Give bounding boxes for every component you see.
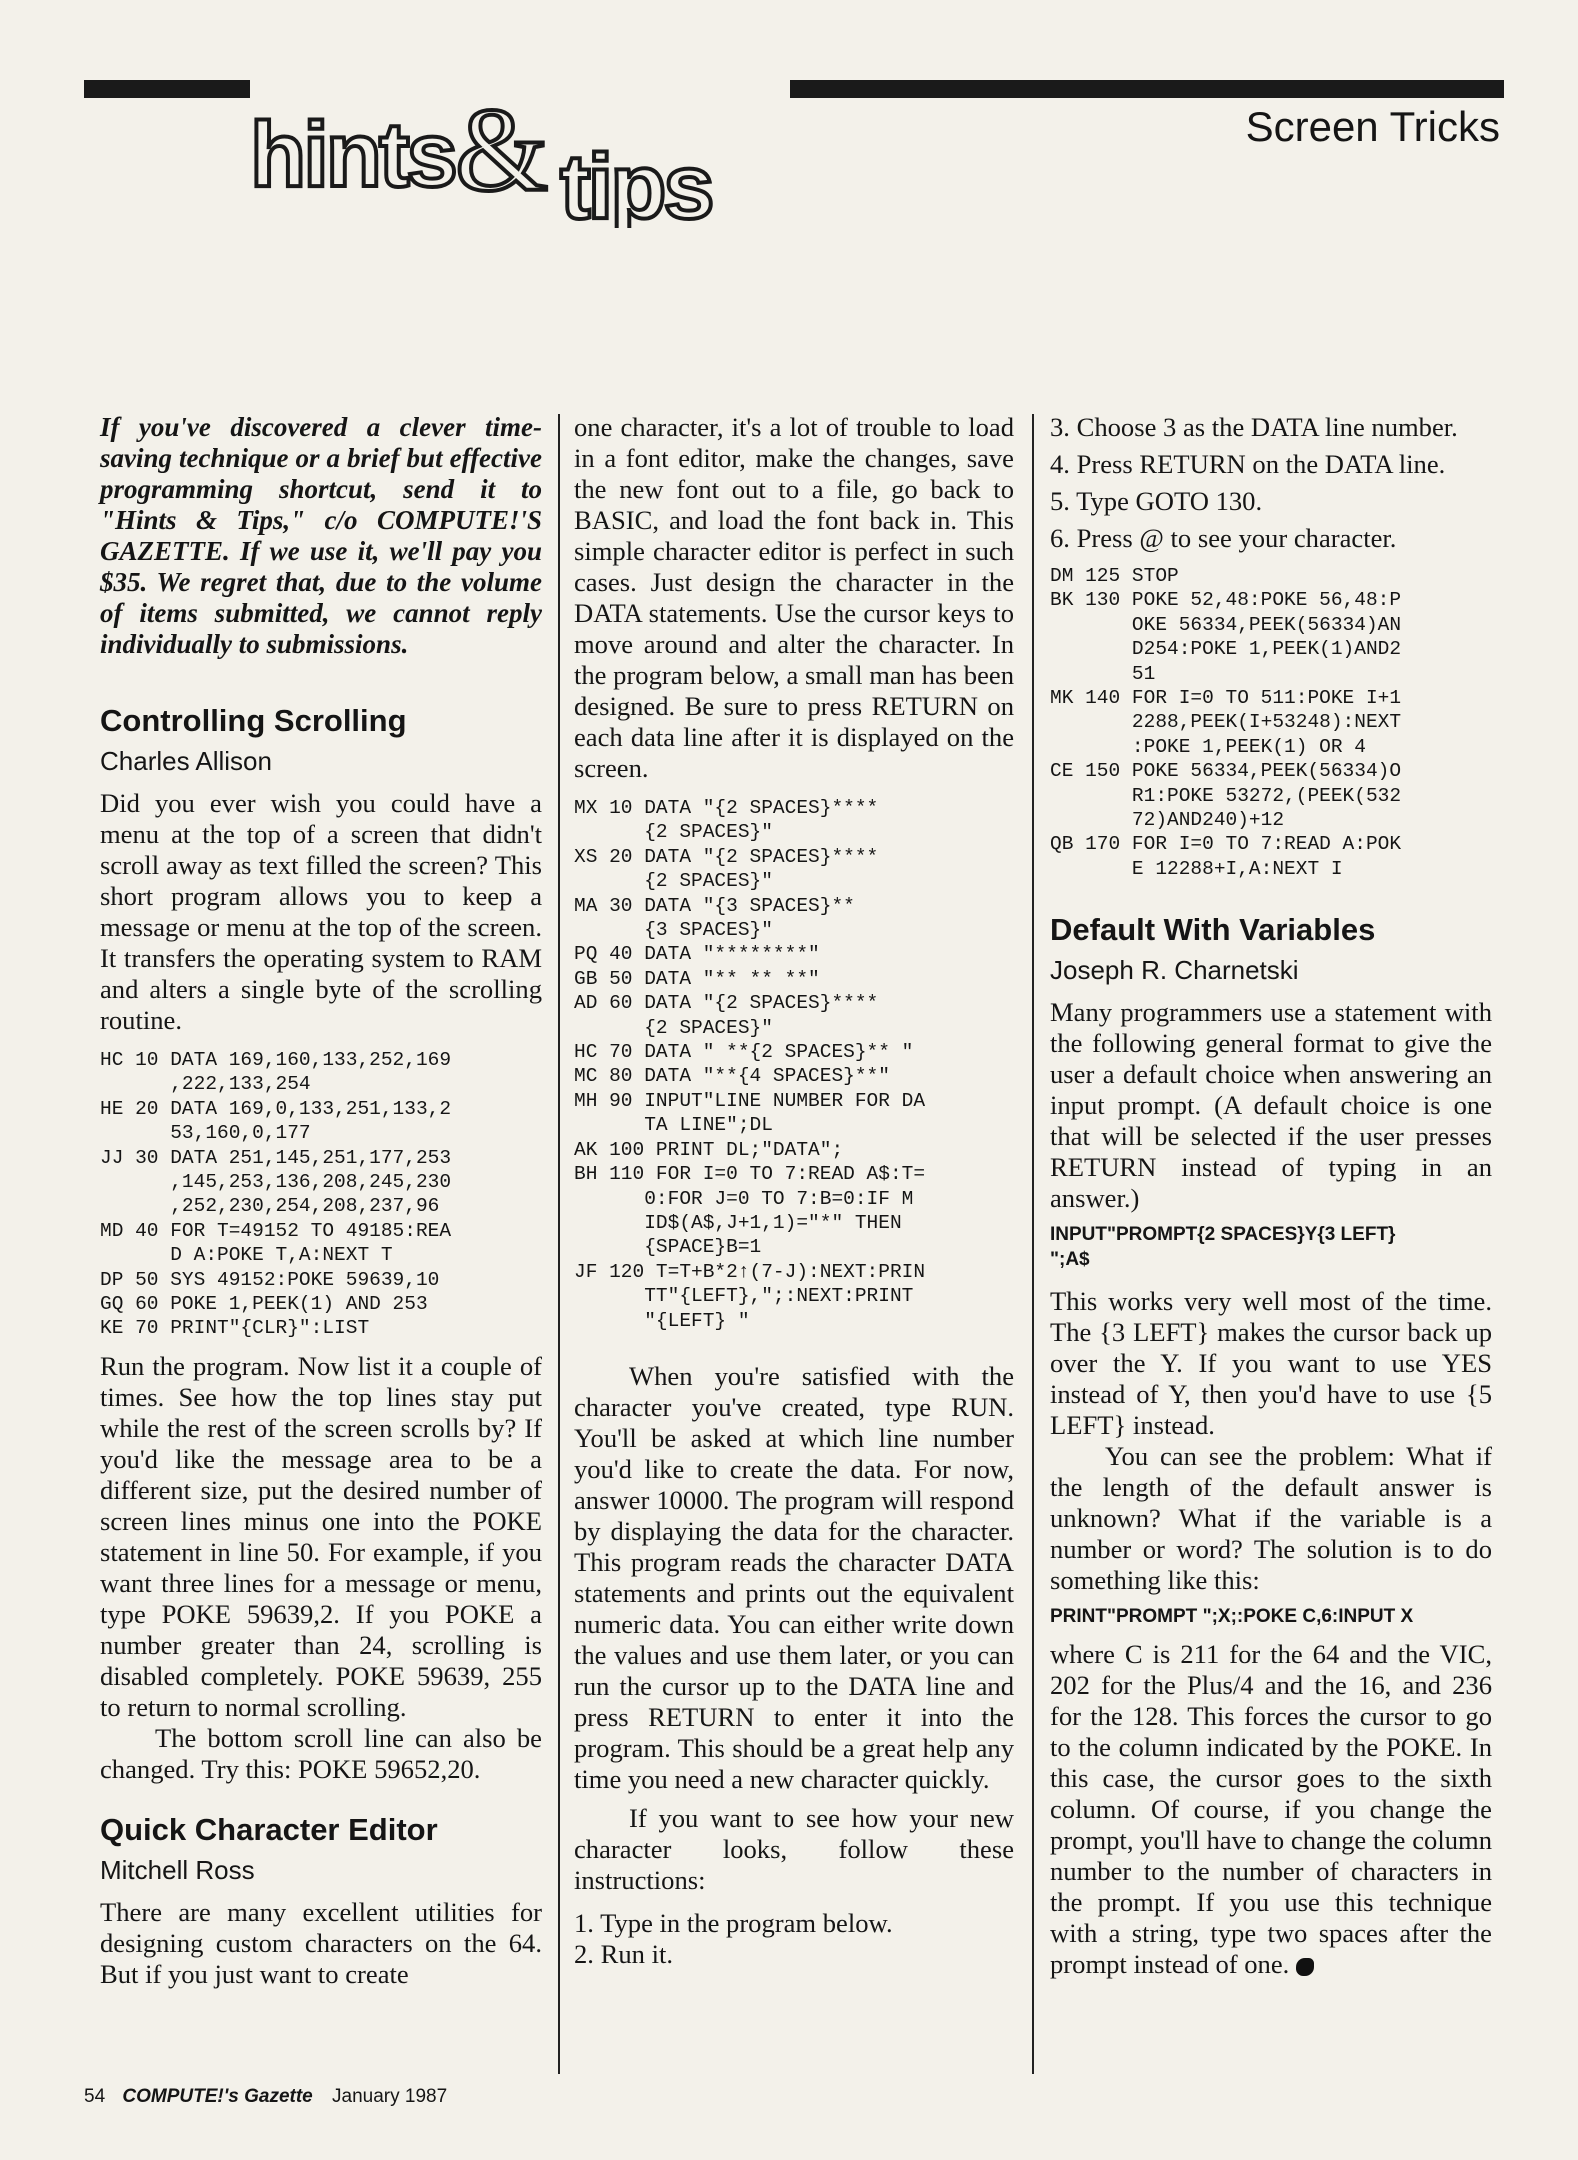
column-1 (100, 412, 542, 1990)
column-2 (574, 412, 1014, 1970)
article-paragraph: You can see the problem: What if the length of the default answer is unknown? What if the variable is a number or word? The solution is to do something like this: (1050, 1441, 1492, 1596)
column-rule (1032, 414, 1034, 2074)
hints-and-tips-logo (250, 78, 790, 228)
list-item: 1. Type in the program below. (574, 1907, 893, 1938)
article-paragraph: When you're satisfied with the character you've created, type RUN. You'll be asked at which line number you'd like to create the data. For now, answer 10000. The program will respond by displaying the data for the character. This program reads the character DATA statements and prints out the equivalent numeric data. You can either write down the values and use them later, or you can run the cursor up to the DATA line and press RETURN to enter it into the program. This should be a great help any time you need a new character quickly. (574, 1360, 1014, 1794)
program-listing: DM 125 STOP BK 130 POKE 52,48:POKE 56,48:P OKE 56334,PEEK(56334)AN D254:POKE 1,PEEK(1)AND2 51 MK 140 FOR I=0 TO 511:POKE I+1 2288,PEEK(I+53248):NEXT :POKE 1,PEEK(1) OR 4 CE 150 POKE 56334,PEEK(56334)O R1:POKE 53272,(PEEK(532 72)AND240)+12 QB 170 FOR I=0 TO 7:READ A:POK E 12288+I,A:NEXT I (1050, 565, 1402, 880)
list-item: 3. Choose 3 as the DATA line number. (1050, 412, 1458, 442)
svg-text:&: & (455, 83, 549, 216)
article-paragraph: Did you ever wish you could have a menu at the top of a screen that didn't scroll away as text filled the screen? This short program allows you to keep a message or menu at the top of the screen. It transfers the operating system to RAM and alters a single byte of the scrolling routine. (100, 788, 542, 1035)
list-item: 5. Type GOTO 130. (1050, 486, 1263, 516)
svg-text:tips: tips (560, 136, 712, 228)
intro-paragraph: If you've discovered a clever time-saving technique or a brief but effective programming shortcut, send it to "Hints & Tips," c/o COMPUTE!'S GAZETTE. If we use it, we'll pay you $35. We regret that, due to the volume of items submitted, we cannot reply individually to submissions. (100, 412, 542, 659)
article-paragraph: Many programmers use a statement with the following general format to give the user a default choice when answering an input prompt. (A default choice is one that will be selected if the user presses RETURN instead of typing in an answer.) (1050, 997, 1492, 1214)
column-3 (1050, 412, 1492, 1980)
article-author: Charles Allison (100, 746, 272, 776)
instruction-list (1050, 412, 1492, 554)
svg-text:hints: hints (250, 104, 455, 206)
article-paragraph: The bottom scroll line can also be changed. Try this: POKE 59652,20. (100, 1722, 542, 1784)
program-listing: MX 10 DATA "{2 SPACES}**** {2 SPACES}" XS 20 DATA "{2 SPACES}**** {2 SPACES}" MA 30 DATA "{3 SPACES}** {3 SPACES}" PQ 40 DATA "********" GB 50 DATA "** ** **" AD 60 DATA "{2 SPACES}**** {2 SPACES}" HC 70 DATA " **{2 SPACES}** " MC 80 DATA "**{4 SPACES}**" MH 90 INPUT"LINE NUMBER FOR DA TA LINE";DL AK 100 PRINT DL;"DATA"; BH 110 FOR I=0 TO 7:READ A$:T= 0:FOR J=0 TO 7:B=0:IF M ID$(A$,J+1,1)="*" THEN {SPACE}B=1 JF 120 T=T+B*2↑(7-J):NEXT:PRIN TT"{LEFT},";:NEXT:PRINT "{LEFT} " (574, 797, 926, 1332)
article-paragraph: If you want to see how your new character looks, follow these instructions: (574, 1802, 1014, 1895)
instruction-list (574, 1908, 1014, 1970)
article-text: where C is 211 for the 64 and the VIC, 202 for the Plus/4 and the 16, and 236 for the 128. This forces the cursor to go to the column indicated by the POKE. In this case, the cursor goes to the sixth column. Of course, if you change the prompt, you'll have to change the column number to the number of characters in the prompt. If you use this technique with a string, type two spaces after the prompt instead of one. (1050, 1639, 1492, 1980)
article-paragraph: one character, it's a lot of trouble to load in a font editor, make the changes, save the new font out to a file, go back to BASIC, and load the font back in. This simple character editor is perfect in such cases. Just design the character in the DATA statements. Use the cursor keys to move around and alter the character. In the program below, a small man has been designed. Be sure to press RETURN on each data line after it is displayed on the screen. (574, 412, 1014, 783)
issue-date: January 1987 (332, 2086, 448, 2107)
article-paragraph (1050, 1639, 1492, 1980)
article-author: Joseph R. Charnetski (1050, 955, 1299, 986)
list-item: 6. Press @ to see your character. (1050, 523, 1397, 553)
article-title: Default With Variables (1050, 912, 1376, 948)
list-item: 4. Press RETURN on the DATA line. (1050, 449, 1446, 479)
code-snippet: INPUT"PROMPT{2 SPACES}Y{3 LEFT} ";A$ (1050, 1224, 1396, 1271)
article-author: Mitchell Ross (100, 1854, 255, 1885)
page-footer (84, 2086, 447, 2108)
article-paragraph: This works very well most of the time. The {3 LEFT} makes the cursor back up over the Y. If you want to use YES instead of Y, then you'd have to use {5 LEFT} instead. (1050, 1286, 1492, 1441)
article-title: Controlling Scrolling (100, 703, 407, 738)
article-paragraph: Run the program. Now list it a couple of times. See how the top lines stay put while the rest of the screen scrolls by? If you'd like the message area to be a different size, put the desired number of screen lines minus one into the POKE statement in line 50. For example, if you want three lines for a message or menu, type POKE 59639,2. If you POKE a number greater than 24, scrolling is disabled completely. POKE 59639, 255 to return to normal scrolling. (100, 1350, 542, 1722)
code-snippet: PRINT"PROMPT ";X;:POKE C,6:INPUT X (1050, 1606, 1414, 1628)
section-title: Screen Tricks (1245, 103, 1500, 150)
article-paragraph: There are many excellent utilities for designing custom characters on the 64. But if you just want to create (100, 1896, 542, 1989)
column-rule (558, 414, 560, 2074)
page-number: 54 (84, 2086, 106, 2107)
end-of-article-icon (1296, 1958, 1314, 1976)
program-listing: HC 10 DATA 169,160,133,252,169 ,222,133,254 HE 20 DATA 169,0,133,251,133,2 53,160,0,177 JJ 30 DATA 251,145,251,177,253 ,145,253,136,208,245,230 ,252,230,254,208,237,96 MD 40 FOR T=49152 TO 49185:REA D A:POKE T,A:NEXT T DP 50 SYS 49152:POKE 59639,10 GQ 60 POKE 1,PEEK(1) AND 253 KE 70 PRINT"{CLR}":LIST (100, 1049, 452, 1340)
article-title: Quick Character Editor (100, 1811, 438, 1847)
publication-name: COMPUTE!'s Gazette (122, 2086, 313, 2107)
list-item: 2. Run it. (574, 1938, 673, 1969)
